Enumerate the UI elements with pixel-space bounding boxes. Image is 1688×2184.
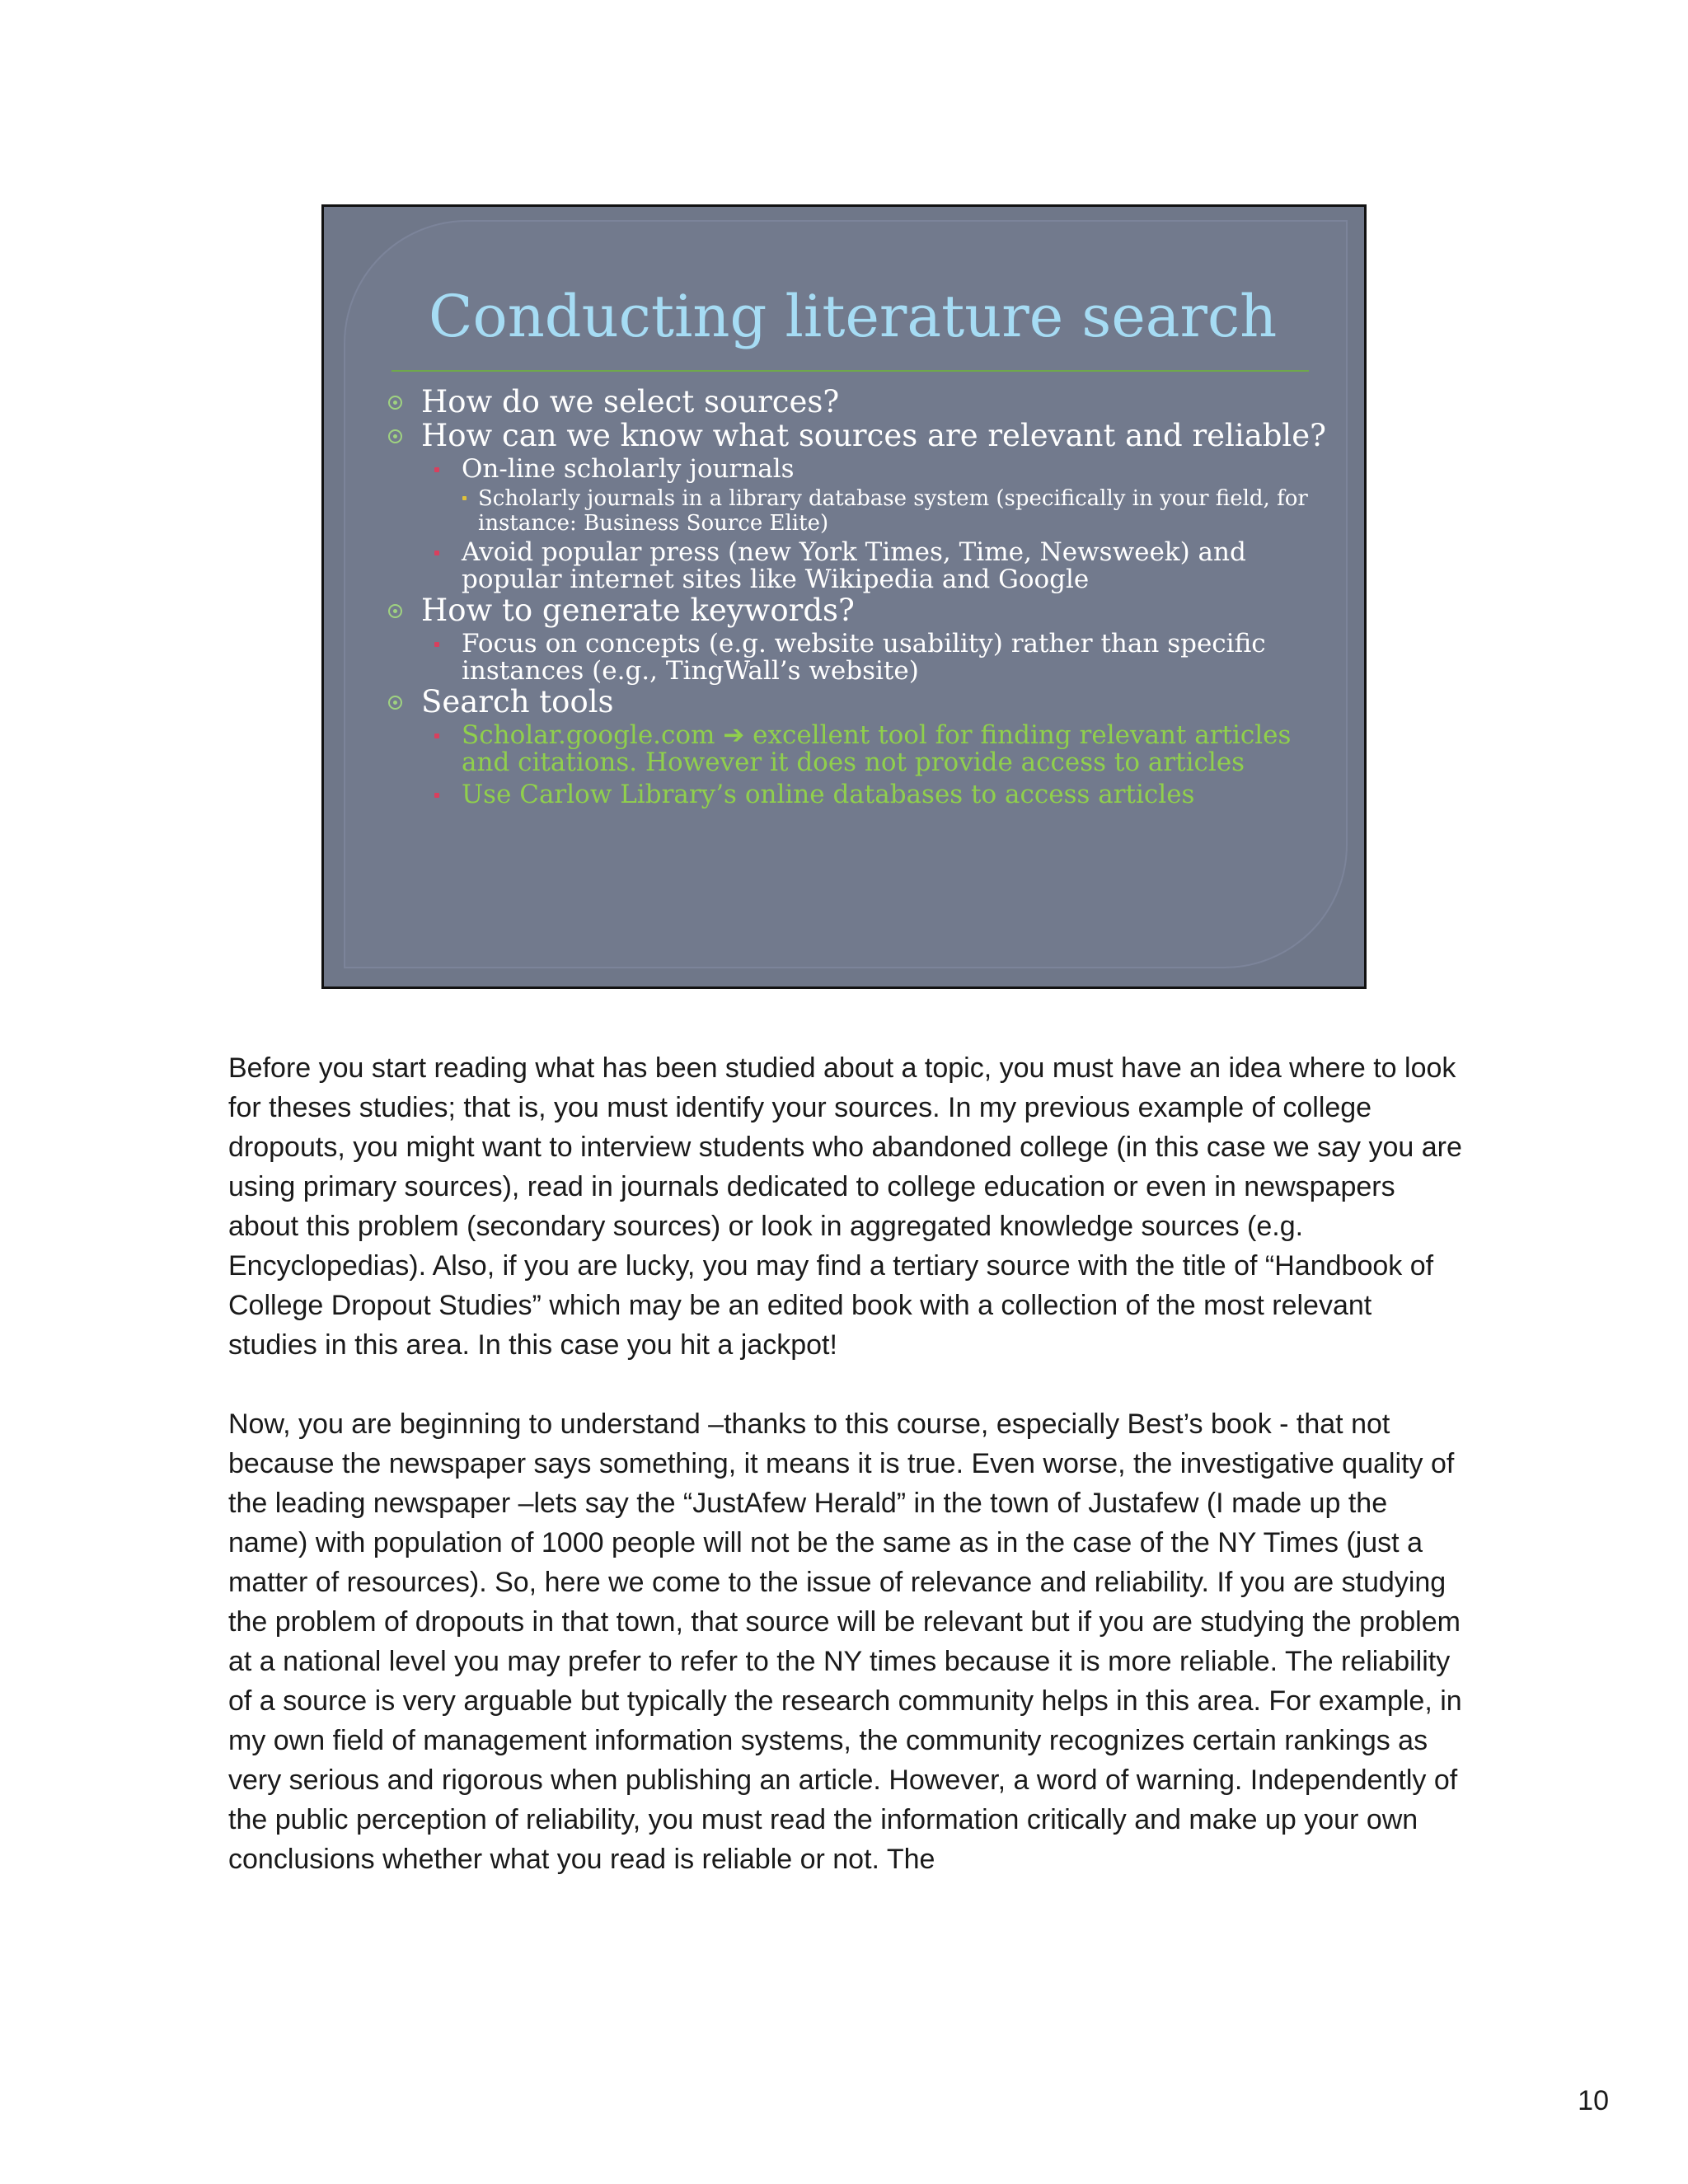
circle-bullet-icon: [388, 696, 402, 710]
slide-bullet: [388, 593, 1328, 627]
slide-bullet-text: Scholar.google.com ➔ excellent tool for finding relevant articles and citations. However it does not provide access to articles: [462, 720, 1292, 777]
slide-bullet-text: How do we select sources?: [421, 384, 840, 419]
slide-bullet-text: Avoid popular press (new York Times, Time, Newsweek) and popular internet sites like Wikipedia and Google: [462, 537, 1246, 594]
page-number: 10: [1578, 2085, 1609, 2116]
slide-bullet: [388, 419, 1328, 452]
slide-sub-bullet: [388, 456, 1328, 483]
slide-bullet-list: [388, 385, 1328, 808]
slide-bullet: [388, 385, 1328, 419]
body-paragraph: Now, you are beginning to understand –thanks to this course, especially Best’s book - that not because the newspaper says something, it means it is true. Even worse, the investigative quality of the leading newspaper –lets say the “JustAfew Herald” in the town of Justafew (I made up the name) with population of 1000 people will not be the same as in the case of the NY Times (just a matter of resources). So, here we come to the issue of relevance and reliability. If you are studying the problem of dropouts in that town, that source will be relevant but if you are studying the problem at a national level you may prefer to refer to the NY times because it is more reliable. The reliability of a source is very arguable but typically the research community helps in this area. For example, in my own field of management information systems, the community recognizes certain rankings as very serious and rigorous when publishing an article. However, a word of warning. Independently of the public perception of reliability, you must read the information critically and make up your own conclusions whether what you read is reliable or not. The: [228, 1408, 1462, 1875]
square-bullet-icon: [434, 467, 439, 472]
square-bullet-icon: [434, 642, 439, 647]
square-bullet-icon: [434, 733, 439, 738]
circle-bullet-icon: [388, 604, 402, 618]
circle-bullet-icon: [388, 396, 402, 410]
slide-sub-bullet: [388, 722, 1328, 776]
slide-sub-bullet: [388, 630, 1328, 685]
slide-sub-bullet: [388, 781, 1328, 808]
square-bullet-icon: [434, 793, 439, 798]
slide-bullet-text: How to generate keywords?: [421, 593, 855, 628]
title-divider: [392, 370, 1309, 372]
square-bullet-icon: [462, 496, 467, 500]
slide-bullet-text: How can we know what sources are relevant and reliable?: [421, 418, 1327, 453]
slide-title: Conducting literature search: [429, 283, 1278, 350]
slide-bullet-text: On-line scholarly journals: [462, 454, 795, 484]
slide-sub-sub-bullet: [388, 486, 1328, 536]
slide-bullet: [388, 685, 1328, 719]
circle-bullet-icon: [388, 429, 402, 443]
body-paragraph: Before you start reading what has been studied about a topic, you must have an idea where to look for theses studies; that is, you must identify your sources. In my previous example of college dropouts, you might want to interview students who abandoned college (in this case we say you are using primary sources), read in journals dedicated to college education or even in newspapers about this problem (secondary sources) or look in aggregated knowledge sources (e.g. Encyclopedias). Also, if you are lucky, you may find a tertiary source with the title of “Handbook of College Dropout Studies” which may be an edited book with a collection of the most relevant studies in this area. In this case you hit a jackpot!: [228, 1052, 1462, 1361]
slide-bullet-text: Focus on concepts (e.g. website usability) rather than specific instances (e.g., TingWall’s website): [462, 629, 1266, 686]
slide-sub-bullet: [388, 539, 1328, 593]
square-bullet-icon: [434, 551, 439, 555]
slide-bullet-text: Scholarly journals in a library database system (specifically in your field, for instance: Business Source Elite): [478, 486, 1308, 536]
slide-image: [321, 204, 1367, 989]
slide-bullet-text: Search tools: [421, 684, 614, 719]
body-text: [228, 1048, 1465, 1879]
slide-bullet-text: Use Carlow Library’s online databases to access articles: [462, 780, 1195, 809]
